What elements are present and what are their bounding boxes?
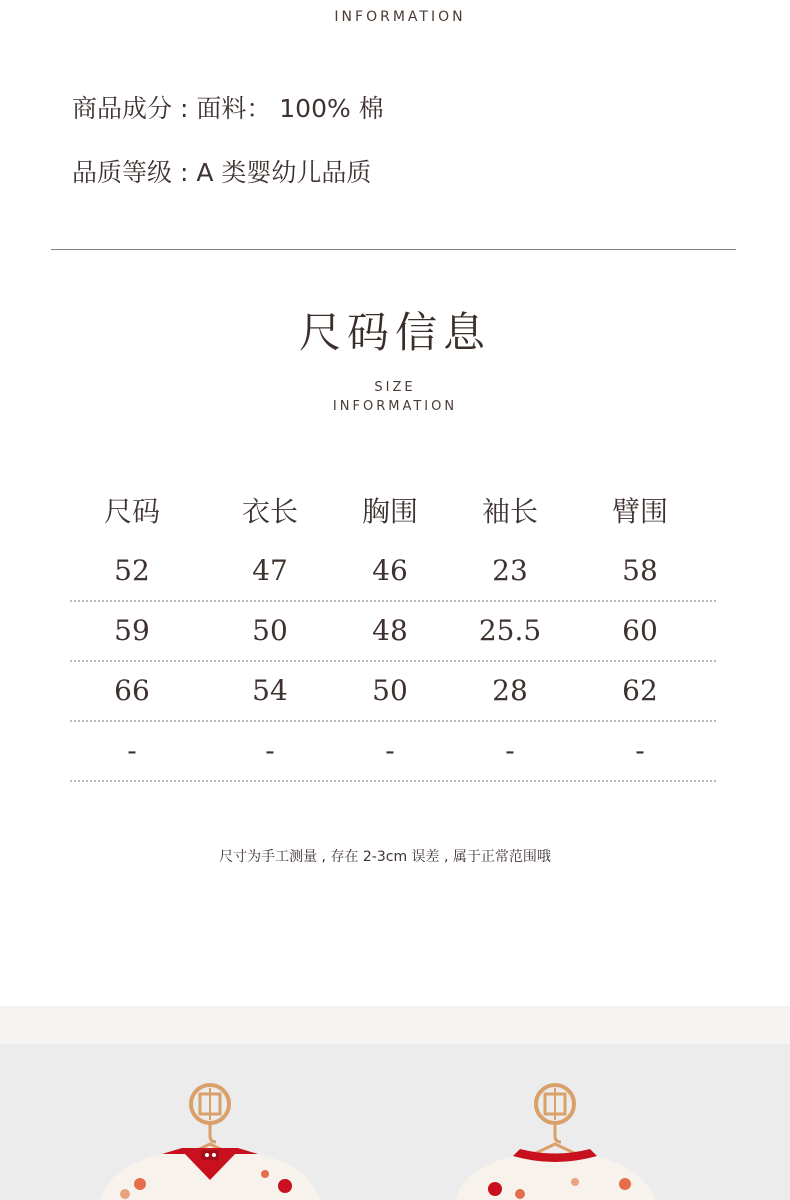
table-cell: 66 — [114, 674, 150, 707]
fu-ornament-icon — [536, 1085, 574, 1123]
header-cell-size: 尺码 — [103, 495, 160, 528]
spec-quality-grade: 品质等级 : A 类婴幼儿品质 — [72, 158, 372, 187]
table-cell: 50 — [372, 674, 408, 707]
header-cell-length: 衣长 — [241, 495, 298, 528]
table-row — [70, 602, 716, 662]
table-cell: - — [385, 734, 395, 767]
size-table — [70, 487, 716, 782]
header-cell-arm: 臂围 — [611, 495, 668, 528]
table-cell: 62 — [622, 674, 658, 707]
product-image-front — [80, 1044, 340, 1200]
table-cell: 46 — [372, 554, 408, 587]
size-subtitle-line2: INFORMATION — [332, 399, 458, 414]
size-subtitle-line1: SIZE — [374, 380, 416, 395]
size-table-header — [70, 487, 716, 542]
table-cell: - — [127, 734, 137, 767]
table-row — [70, 662, 716, 722]
measurement-note: 尺寸为手工测量 , 存在 2-3cm 误差 , 属于正常范围哦 — [219, 849, 551, 865]
table-cell: - — [265, 734, 275, 767]
section-divider — [51, 249, 736, 250]
table-cell: 28 — [492, 674, 528, 707]
section-band — [0, 1006, 790, 1044]
table-cell: - — [505, 734, 515, 767]
product-showcase — [0, 1044, 790, 1200]
table-cell: 58 — [622, 554, 658, 587]
fu-ornament-icon — [191, 1085, 229, 1123]
table-row — [70, 542, 716, 602]
table-cell: 50 — [252, 614, 288, 647]
header-cell-sleeve: 袖长 — [481, 495, 538, 528]
header-cell-chest: 胸围 — [361, 495, 418, 528]
product-image-back — [425, 1044, 685, 1200]
table-cell: - — [635, 734, 645, 767]
table-cell: 52 — [114, 554, 150, 587]
table-cell: 59 — [114, 614, 150, 647]
table-cell: 47 — [252, 554, 288, 587]
table-cell: 23 — [492, 554, 528, 587]
table-cell: 48 — [372, 614, 408, 647]
table-row — [70, 722, 716, 782]
information-label: INFORMATION — [334, 9, 466, 25]
garment-image — [100, 1148, 320, 1200]
table-cell: 54 — [252, 674, 288, 707]
table-cell: 60 — [622, 614, 658, 647]
size-section-title: 尺码信息 — [298, 308, 491, 357]
spec-composition: 商品成分 : 面料： 100% 棉 — [72, 94, 384, 123]
garment-image — [455, 1149, 655, 1200]
table-cell: 25.5 — [478, 614, 542, 647]
